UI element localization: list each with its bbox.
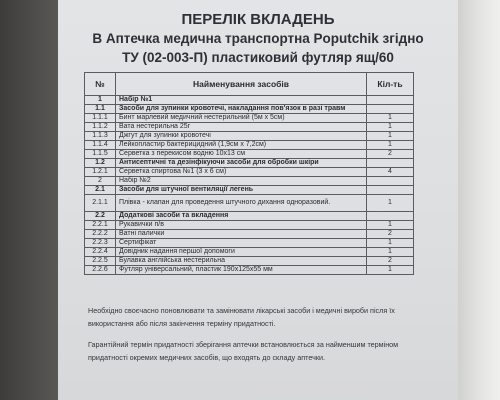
row-number: 2.2.6 — [85, 266, 116, 275]
title-line-2: В Аптечка медична транспортна Poputchik згідно — [92, 31, 424, 46]
row-quantity: 1 — [367, 221, 414, 230]
row-name: Плівка - клапан для проведення штучного дихання одноразовий. — [116, 195, 367, 212]
table-row — [85, 221, 414, 230]
title-line-3: ТУ (02-003-П) пластиковий футляр ящ/60 — [122, 50, 394, 65]
table-row — [85, 239, 414, 248]
row-name: Булавка англійська нестерильна — [116, 257, 367, 266]
row-number: 1.1.1 — [85, 114, 116, 123]
table-row — [85, 266, 414, 275]
row-number: 2.2.3 — [85, 239, 116, 248]
table-row — [85, 150, 414, 159]
row-name: Рукавички п/в — [116, 221, 367, 230]
row-name: Ватні палички — [116, 230, 367, 239]
table-row — [85, 186, 414, 195]
table-header-row — [85, 73, 414, 96]
row-quantity: 1 — [367, 132, 414, 141]
table-row — [85, 230, 414, 239]
table-row — [85, 159, 414, 168]
row-name: Джгут для зупинки кровотечі — [116, 132, 367, 141]
row-quantity: 1 — [367, 239, 414, 248]
contents-table — [84, 72, 414, 275]
table-row — [85, 141, 414, 150]
row-name: Засоби для зупинки кровотечі, накладання пов'язок в разі травм — [116, 105, 367, 114]
row-quantity: 2 — [367, 150, 414, 159]
row-quantity: 2 — [367, 257, 414, 266]
row-quantity — [367, 105, 414, 114]
row-quantity: 4 — [367, 168, 414, 177]
row-name: Набір №2 — [116, 177, 367, 186]
table-body — [85, 96, 414, 275]
row-name: Футляр універсальний, пластик 190х125х55 мм — [116, 266, 367, 275]
table-row — [85, 132, 414, 141]
row-name: Засоби для штучної вентиляції легень — [116, 186, 367, 195]
row-number: 2.1.1 — [85, 195, 116, 212]
row-number: 1.1.3 — [85, 132, 116, 141]
table-row — [85, 114, 414, 123]
notes — [88, 304, 423, 372]
row-quantity — [367, 159, 414, 168]
table-row — [85, 96, 414, 105]
row-number: 1.1 — [85, 105, 116, 114]
row-name: Набір №1 — [116, 96, 367, 105]
row-number: 1.1.2 — [85, 123, 116, 132]
row-number: 2.2.5 — [85, 257, 116, 266]
table-row — [85, 248, 414, 257]
row-number: 2 — [85, 177, 116, 186]
header-quantity: Кіл-ть — [367, 73, 414, 96]
note-paragraph-1: Необхідно своєчасно поновлювати та замінювати лікарські засоби і медичні вироби після їх використання або після закінчення терміну придатності. — [88, 306, 395, 328]
row-number: 2.1 — [85, 186, 116, 195]
row-name: Лейкопластир бактерицидний (1,9см х 7,2см) — [116, 141, 367, 150]
table-row — [85, 123, 414, 132]
row-quantity: 1 — [367, 195, 414, 212]
row-number: 2.2.4 — [85, 248, 116, 257]
row-name: Серветка з перекисом водню 10х13 см — [116, 150, 367, 159]
row-number: 1.2 — [85, 159, 116, 168]
row-name: Антисептичні та дезінфікуючи засоби для обробки шкіри — [116, 159, 367, 168]
row-quantity — [367, 177, 414, 186]
row-quantity: 1 — [367, 141, 414, 150]
row-number: 2.2.1 — [85, 221, 116, 230]
table-row — [85, 105, 414, 114]
row-name: Сертифікат — [116, 239, 367, 248]
row-quantity: 2 — [367, 230, 414, 239]
row-number: 1.1.5 — [85, 150, 116, 159]
row-number: 2.2 — [85, 212, 116, 221]
row-name: Бинт марлевий медичний нестерильний (5м х 5см) — [116, 114, 367, 123]
note-paragraph-2: Гарантійний термін придатності зберігання аптечки встановлюється за найменшим терміном придатності окремих медичних засобів, що входять до складу аптечки. — [88, 340, 399, 362]
background-left — [0, 0, 60, 400]
table-row — [85, 195, 414, 212]
row-number: 2.2.2 — [85, 230, 116, 239]
row-name: Додаткові засоби та вкладення — [116, 212, 367, 221]
row-name: Вата нестерильна 25г — [116, 123, 367, 132]
row-quantity — [367, 212, 414, 221]
row-number: 1.2.1 — [85, 168, 116, 177]
row-number: 1 — [85, 96, 116, 105]
table-row — [85, 177, 414, 186]
row-quantity — [367, 186, 414, 195]
row-quantity: 1 — [367, 114, 414, 123]
row-quantity: 1 — [367, 248, 414, 257]
table-row — [85, 212, 414, 221]
row-name: Серветка спиртова №1 (3 х 6 см) — [116, 168, 367, 177]
row-quantity — [367, 96, 414, 105]
document-sheet — [58, 0, 458, 400]
header-number: № — [85, 73, 116, 96]
row-quantity: 1 — [367, 123, 414, 132]
row-name: Довідник надання першої допомоги — [116, 248, 367, 257]
header-name: Найменування засобів — [116, 73, 367, 96]
row-number: 1.1.4 — [85, 141, 116, 150]
row-quantity: 1 — [367, 266, 414, 275]
table-row — [85, 257, 414, 266]
table-row — [85, 168, 414, 177]
title-line-1: ПЕРЕЛІК ВКЛАДЕНЬ — [181, 11, 335, 28]
document-title — [58, 10, 458, 67]
